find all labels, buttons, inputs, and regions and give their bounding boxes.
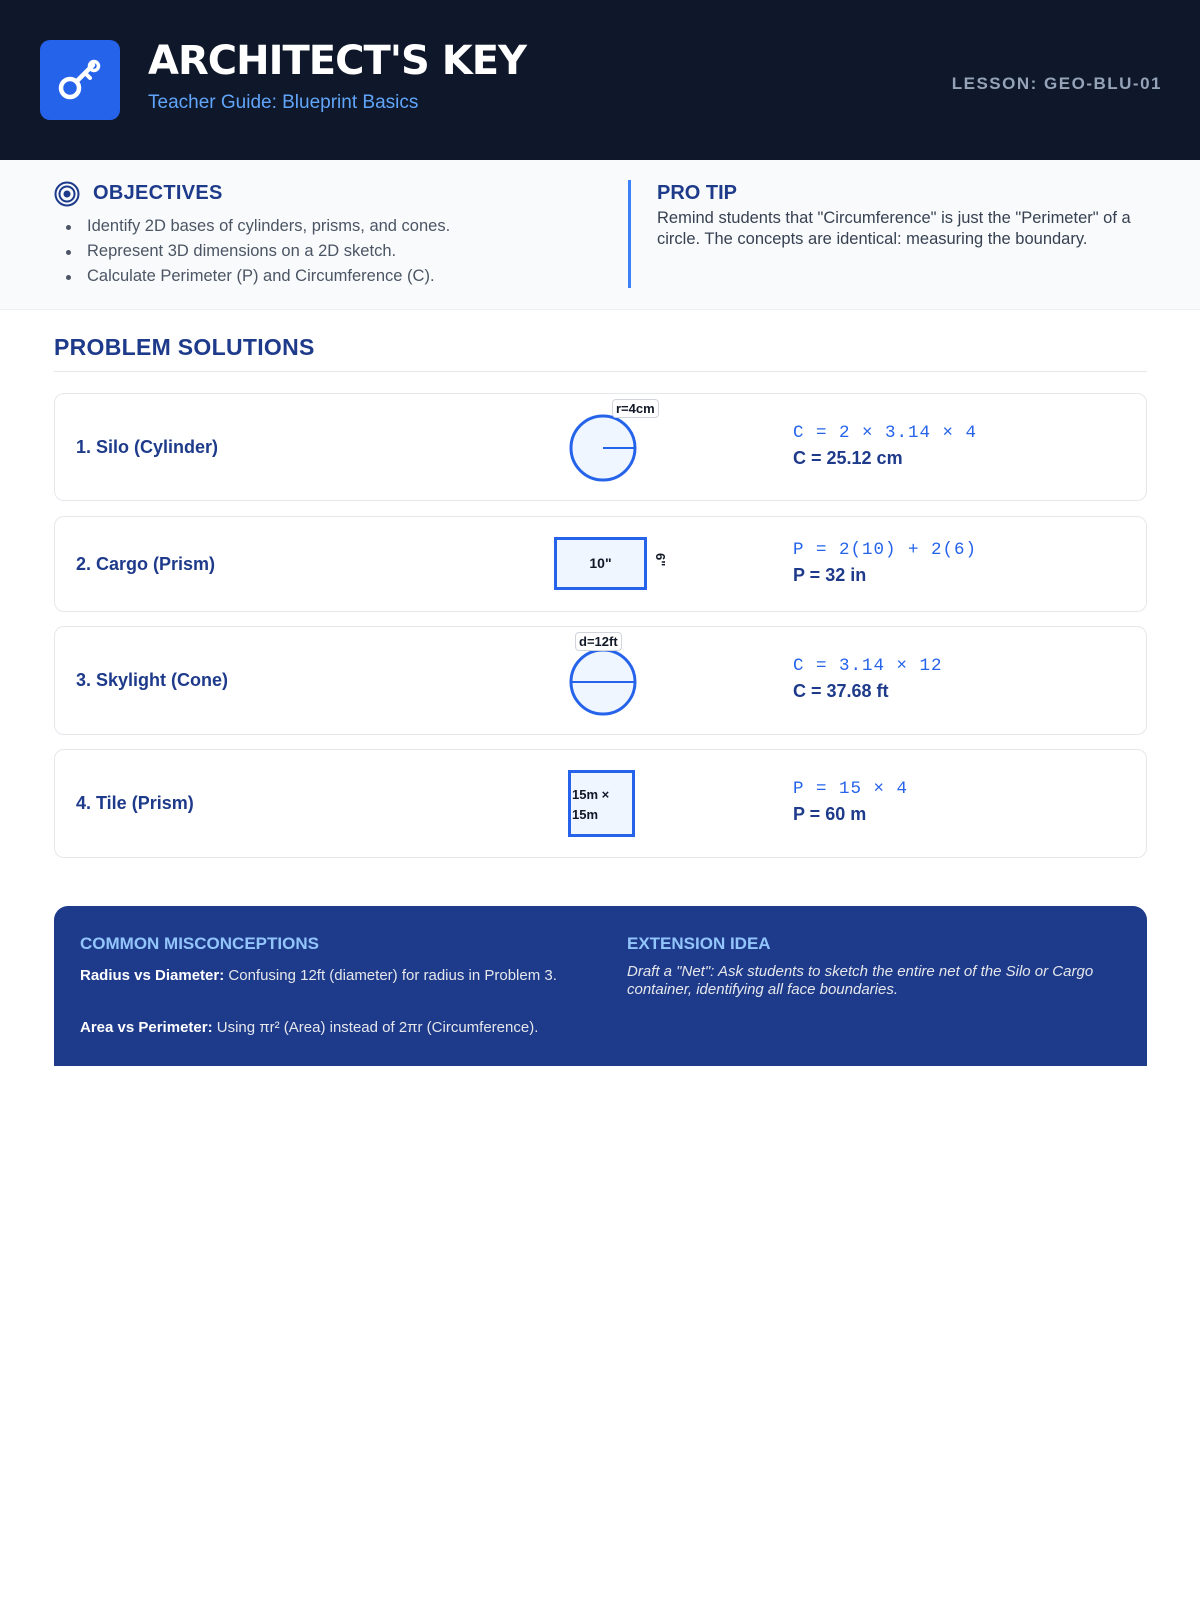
problem-label: 2. Cargo (Prism)	[76, 554, 216, 574]
formula: C = 3.14 × 12	[793, 656, 943, 676]
objectives-title: OBJECTIVES	[93, 182, 223, 204]
target-icon	[54, 181, 80, 207]
misconception-text: Using πr² (Area) instead of 2πr (Circumference).	[216, 1019, 539, 1036]
extension-text: Draft a "Net": Ask students to sketch the entire net of the Silo or Cargo container, identifying all face boundaries.	[627, 963, 1094, 998]
circle-radius-diagram	[568, 413, 638, 483]
formula: P = 2(10) + 2(6)	[793, 540, 978, 560]
formula: P = 15 × 4	[793, 779, 909, 799]
square-diagram	[568, 770, 635, 837]
problem-label: 4. Tile (Prism)	[76, 793, 194, 813]
list-item: Represent 3D dimensions on a 2D sketch.	[64, 239, 450, 264]
list-item: Identify 2D bases of cylinders, prisms, and cones.	[64, 214, 450, 239]
answer: C = 25.12 cm	[793, 448, 903, 468]
page-title: ARCHITECT'S KEY	[148, 38, 526, 84]
rectangle-diagram	[554, 537, 647, 590]
problem-card-skylight	[54, 626, 1147, 735]
problem-card-cargo	[54, 516, 1147, 612]
answer: P = 32 in	[793, 565, 867, 585]
problem-card-tile	[54, 749, 1147, 858]
lesson-code: LESSON: GEO-BLU-01	[951, 74, 1162, 93]
extension-title: EXTENSION IDEA	[627, 934, 771, 953]
circle-diameter-diagram	[568, 647, 638, 717]
side-tag: 15m × 15m	[572, 787, 610, 822]
width-tag: 6"	[653, 553, 668, 567]
page-subtitle: Teacher Guide: Blueprint Basics	[148, 92, 419, 113]
misconception-text: Confusing 12ft (diameter) for radius in Problem 3.	[228, 967, 557, 984]
misconception-term: Area vs Perimeter:	[80, 1019, 213, 1036]
answer: P = 60 m	[793, 804, 867, 824]
teacher-notes-panel	[54, 906, 1147, 1066]
problem-label: 3. Skylight (Cone)	[76, 670, 229, 690]
objectives-list	[64, 214, 450, 289]
problem-card-silo	[54, 393, 1147, 501]
logo-badge	[40, 40, 120, 120]
tip-divider	[628, 180, 631, 288]
pro-tip-title: PRO TIP	[657, 182, 738, 204]
length-tag: 10"	[589, 555, 612, 571]
problem-label: 1. Silo (Cylinder)	[76, 437, 219, 457]
key-icon	[54, 54, 106, 106]
divider	[54, 371, 1147, 372]
misconception-item	[80, 964, 570, 988]
list-item: Calculate Perimeter (P) and Circumference (C).	[64, 264, 450, 289]
misconception-item	[80, 1016, 570, 1040]
solutions-title: PROBLEM SOLUTIONS	[54, 334, 315, 360]
answer: C = 37.68 ft	[793, 681, 889, 701]
misconception-term: Radius vs Diameter:	[80, 967, 225, 984]
radius-tag: r=4cm	[612, 399, 659, 418]
misconceptions-title: COMMON MISCONCEPTIONS	[80, 934, 319, 953]
pro-tip-text: Remind students that "Circumference" is just the "Perimeter" of a circle. The concepts are identical: measuring the boundary.	[657, 209, 1131, 248]
header-bar	[0, 0, 1200, 160]
formula: C = 2 × 3.14 × 4	[793, 423, 978, 443]
diameter-tag: d=12ft	[575, 632, 622, 651]
